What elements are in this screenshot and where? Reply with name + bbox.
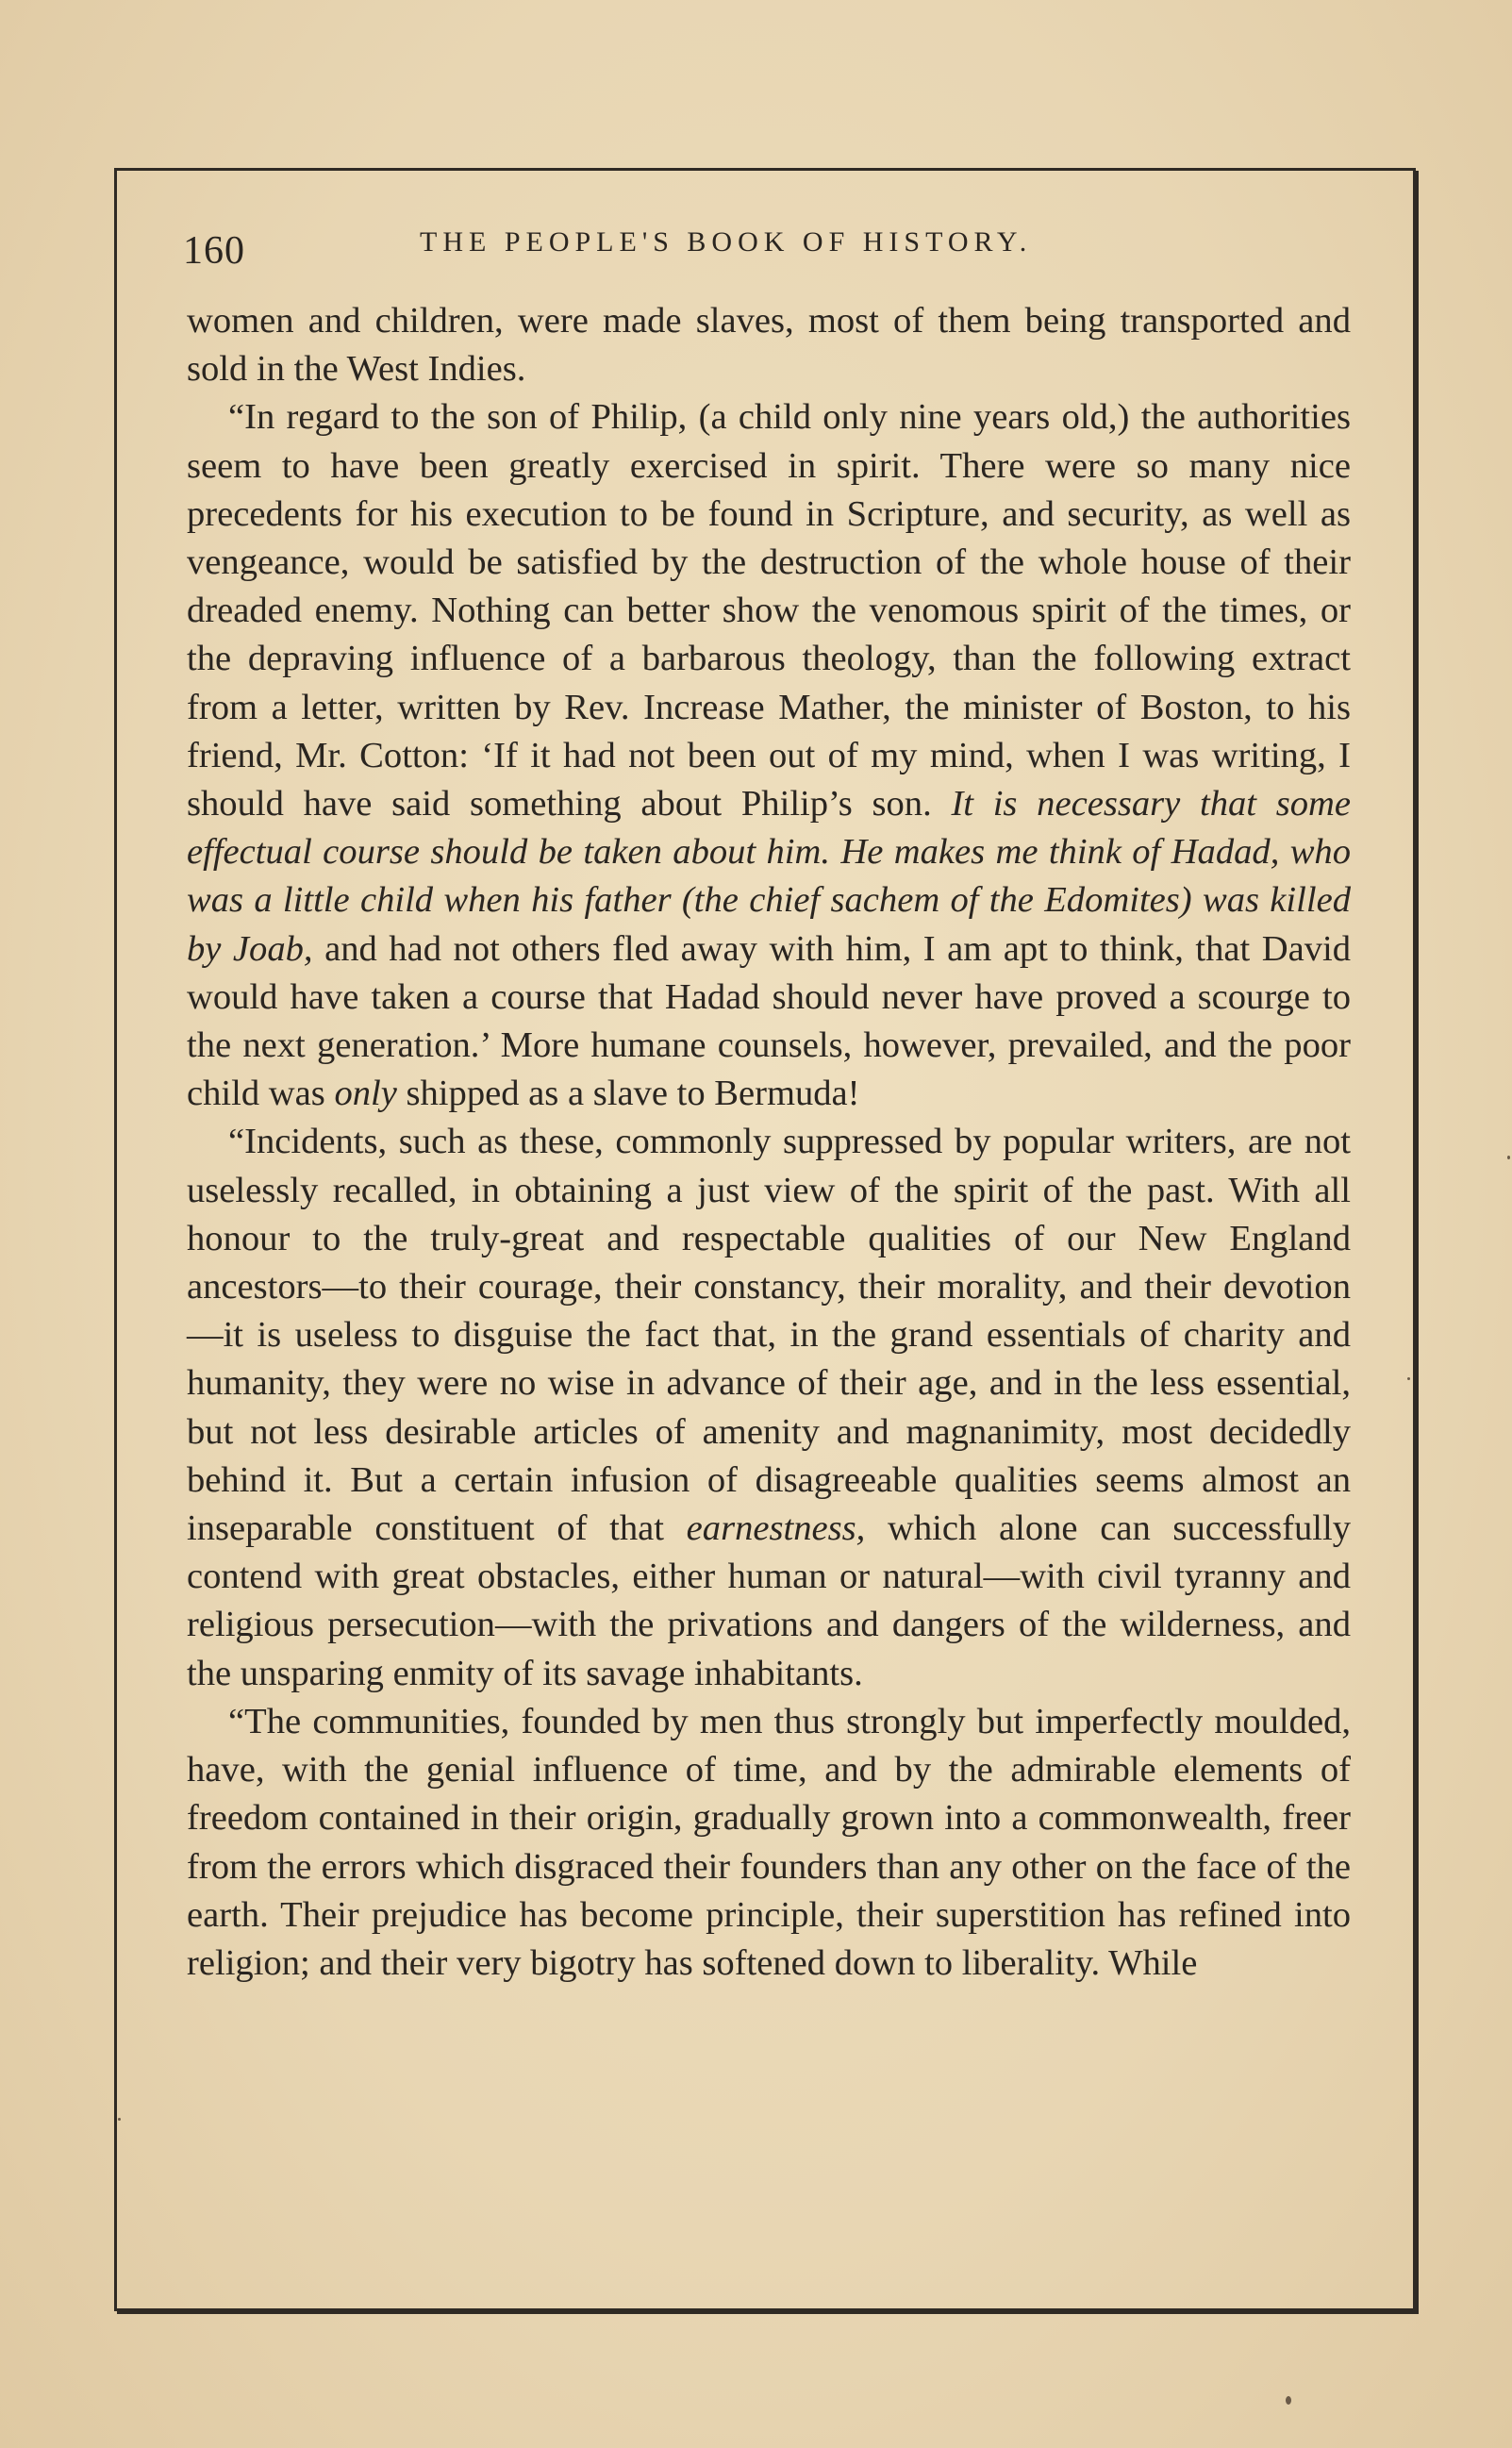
paragraph-2 bbox=[187, 393, 1351, 1118]
paragraph-4: “The communities, founded by men thus strongly but imperfectly moulded, have, with the genial influence of time, and by the admirable elements of freedom contained in their origin, gradually grown into a commonwealth, freer from the errors which disgraced their founders than any other on the face of the earth. Their prejudice has become principle, their superstition has refined into religion; and their very bigotry has softened down to liberality. While bbox=[187, 1701, 1351, 1983]
paragraph-3 bbox=[187, 1118, 1351, 1697]
paper-speck bbox=[1286, 2396, 1291, 2405]
running-head bbox=[179, 225, 1354, 281]
paragraph-2-text-a: “In regard to the son of Philip, (a child only nine years old,) the authorities seem to have been greatly exercised in spirit. There were so many nice precedents for his execution to be found in Scripture, and security, as well as vengeance, would be satisfied by the destruction of the whole house of their dreaded enemy. Nothing can better show the venomous spirit of the times, or the depraving influence of a barbarous theology, than the following extract from a letter, written by Rev. Increase Mather, the minister of Boston, to his friend, Mr. Cotton: ‘If it had not been out of my mind, when I was writing, I should have said something about Philip’s son. bbox=[187, 397, 1351, 824]
paragraph-3-text-a: “Incidents, such as these, commonly suppressed by popular writers, are not uselessly recalled, in obtaining a just view of the spirit of the past. With all honour to the truly-great and respectable qualities of our New England ancestors—to their courage, their constancy, their morality, and their devotion—it is useless to disguise the fact that, in the grand essentials of charity and humanity, they were no wise in advance of their age, and in the less essential, but not less desirable articles of amenity and magnanimity, most decidedly behind it. But a certain infusion of disagreeable qualities seems almost an inseparable constituent of that bbox=[187, 1122, 1351, 1549]
paper-speck bbox=[118, 2118, 121, 2121]
paper-speck bbox=[1507, 1156, 1510, 1159]
paper-speck bbox=[1407, 1377, 1410, 1380]
paragraph-1: women and children, were made slaves, most of them being transported and sold in the West Indies. bbox=[187, 301, 1351, 390]
paragraph-2-text-e: shipped as a slave to Bermuda! bbox=[396, 1074, 860, 1114]
paragraph-3-italic-earnestness: earnestness, bbox=[686, 1508, 866, 1549]
paragraph-2-italic-only: only bbox=[334, 1074, 397, 1114]
page-number: 160 bbox=[183, 229, 245, 273]
paragraph-3-text-c: which alone can successfully contend with great obstacles, either human or natural—with civil tyranny and religious persecution—with the privations and dangers of the wilderness, and the unsparing enmity of its savage inhabitants. bbox=[187, 1508, 1351, 1693]
body-text bbox=[187, 297, 1351, 1988]
book-title: THE PEOPLE'S BOOK OF HISTORY. bbox=[420, 226, 1033, 258]
paragraph-2-text-c: and had not others fled away with him, I am apt to think, that David would have taken a course that Hadad should never have proved a scourge to the next generation.’ More humane counsels, however, prevailed, and the poor child was bbox=[187, 928, 1351, 1114]
paragraph-2-italic-quote: It is necessary that some effectual course should be taken about him. He makes me think of Hadad, who was a little child when his father (the chief sachem of the Edomites) was killed by Joab, bbox=[187, 784, 1351, 969]
